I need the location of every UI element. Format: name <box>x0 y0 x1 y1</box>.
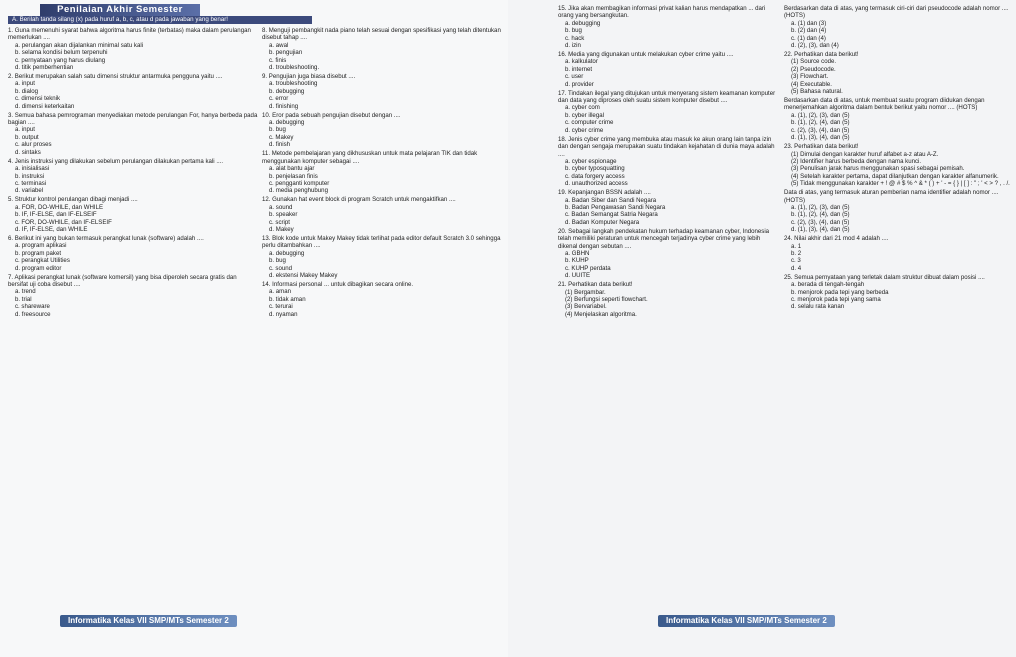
answer-option: (4) Setelah karakter pertama, dapat dilanjutkan dengan karakter alfanumerik. <box>791 172 999 180</box>
answer-option: (1) Dimulai dengan karakter huruf alfabet a-z atau A-Z. <box>791 150 939 158</box>
answer-option: c. sound <box>269 264 293 272</box>
answer-option: c. script <box>269 218 290 226</box>
answer-option: a. program aplikasi <box>15 242 67 250</box>
answer-option: b. bug <box>565 27 582 35</box>
answer-option: c. shareware <box>15 303 50 311</box>
question-text: 16. Media yang digunakan untuk melakukan cyber crime yaitu .... <box>558 51 734 59</box>
question-block <box>262 73 504 110</box>
question-block <box>8 196 258 233</box>
answer-option: d. titik pemberhentian <box>15 64 74 72</box>
answer-option: c. Makey <box>269 133 294 141</box>
answer-option: c. terurai <box>269 303 293 311</box>
answer-option: b. dialog <box>15 87 39 95</box>
answer-option: c. perangkat Utilities <box>15 257 70 265</box>
question-text: Berdasarkan data di atas, untuk membuat suatu program diidukan dengan menerjemahkan algoritma dalam bentuk berikut yaitu nomor .... (HOTS) <box>784 97 985 112</box>
question-text: 24. Nilai akhir dari 21 mod 4 adalah .... <box>784 235 889 243</box>
question-block <box>784 189 1010 233</box>
answer-option: (3) Penulisan jarak harus menggunakan spasi sebagai pemisah. <box>791 165 965 173</box>
answer-option: c. computer crime <box>565 119 614 127</box>
answer-option: c. alur proses <box>15 141 52 149</box>
question-block <box>784 235 1010 272</box>
answer-option: d. UUITE <box>565 272 591 280</box>
question-text: 23. Perhatikan data berikut! <box>784 143 859 151</box>
answer-option: a. (1) dan (3) <box>791 19 827 27</box>
answer-option: c. pengganti komputer <box>269 179 330 187</box>
question-block <box>8 73 258 110</box>
question-block <box>784 143 1010 187</box>
answer-option: b. (2) dan (4) <box>791 27 827 35</box>
question-block <box>8 112 258 156</box>
question-text: 25. Semua pernyataan yang terletak dalam struktur dibuat dalam posisi .... <box>784 273 985 281</box>
question-block <box>262 235 504 279</box>
answer-option: a. inisialisasi <box>15 165 50 173</box>
question-block <box>784 51 1010 95</box>
question-block <box>558 281 778 318</box>
answer-option: d. freesource <box>15 310 51 318</box>
question-block <box>262 196 504 233</box>
answer-option: b. internet <box>565 65 593 73</box>
answer-option: c. data forgery access <box>565 172 625 180</box>
answer-option: (3) Flowchart. <box>791 73 829 81</box>
question-block <box>784 5 1010 49</box>
answer-option: a. debugging <box>269 119 305 127</box>
question-text: Data di atas, yang termasuk aturan pemberian nama identifier adalah nomor .... (HOTS) <box>784 189 999 204</box>
answer-option: b. Badan Pengawasan Sandi Negara <box>565 203 666 211</box>
answer-option: d. izin <box>565 42 581 50</box>
answer-option: d. ekstensi Makey Makey <box>269 271 338 279</box>
question-block <box>558 51 778 88</box>
question-block <box>784 274 1010 311</box>
answer-option: b. KUHP <box>565 257 589 265</box>
question-text: 19. Kepanjangan BSSN adalah .... <box>558 189 651 197</box>
answer-option: a. GBHN <box>565 249 590 257</box>
question-text: 20. Sebagai langkah pendekatan hukum terhadap keamanan cyber, Indonesia telah memiliki peraturan untuk mencegah terjadinya cyber crime yang lebih dikenal dengan sebutan .... <box>558 227 770 250</box>
answer-option: (4) Menjelaskan algoritma. <box>565 310 637 318</box>
question-block <box>262 281 504 318</box>
answer-option: d. (2), (3), dan (4) <box>791 42 839 50</box>
question-text: 15. Jika akan membagikan informasi privat kalian harus mendapatkan ... dari orang yang bersangkutan. <box>558 5 766 20</box>
answer-option: b. (1), (2), (4), dan (5) <box>791 211 850 219</box>
question-block <box>262 112 504 149</box>
answer-option: b. speaker <box>269 211 298 219</box>
question-text: Berdasarkan data di atas, yang termasuk ciri-ciri dari pseudocode adalah nomor .... (HOTS) <box>784 5 1009 20</box>
answer-option: b. cyber illegal <box>565 111 604 119</box>
question-block <box>558 90 778 134</box>
answer-option: b. menjorok pada tepi yang berbeda <box>791 288 889 296</box>
question-block <box>558 5 778 49</box>
answer-option: b. output <box>15 133 39 141</box>
answer-option: c. finis <box>269 56 287 64</box>
answer-option: d. variabel <box>15 187 44 195</box>
answer-option: (3) Bervariabel. <box>565 303 607 311</box>
question-text: 13. Blok kode untuk Makey Makey tidak terlihat pada editor default Scratch 3.0 sehingga perlu ditambahkan .... <box>262 234 501 250</box>
answer-option: d. (1), (3), (4), dan (5) <box>791 226 850 234</box>
answer-option: a. input <box>15 126 35 134</box>
answer-option: a. perulangan akan dijalankan minimal satu kali <box>15 41 144 49</box>
question-text: 22. Perhatikan data berikut! <box>784 51 859 59</box>
question-text: 9. Pengujian juga biasa disebut .... <box>262 73 356 81</box>
answer-option: a. debugging <box>269 249 305 257</box>
answer-option: a. sound <box>269 203 293 211</box>
answer-option: (5) Tidak menggunakan karakter + ! @ # $ % ^ & * ( ) + ' - = { } | [ ] : " ; ' < > ? , . /. <box>791 180 1010 188</box>
answer-option: c. FOR, DO-WHILE, dan IF-ELSEIF <box>15 218 112 226</box>
question-column-1 <box>8 27 258 320</box>
answer-option: a. FOR, DO-WHILE, dan WHILE <box>15 203 104 211</box>
question-text: 8. Menguji pembangkit nada piano telah sesuai dengan spesifikasi yang telah ditentukan disebut tahap .... <box>262 27 501 42</box>
section-instruction: A. Berilah tanda silang (x) pada huruf a, b, c, atau d pada jawaban yang benar! <box>8 16 312 24</box>
answer-option: c. Badan Semangat Satria Negara <box>565 211 658 219</box>
question-block <box>784 97 1010 141</box>
answer-option: d. cyber crime <box>565 126 604 134</box>
question-text: 3. Semua bahasa pemrograman menyediakan metode perulangan For, hanya berbeda pada bagian .... <box>8 111 258 127</box>
answer-option: a. kalkulator <box>565 58 598 66</box>
answer-option: b. pengujian <box>269 49 303 57</box>
question-text: 7. Aplikasi perangkat lunak (software komersil) yang bisa diperoleh secara gratis dan bersifat uji coba disebut .... <box>8 273 237 288</box>
answer-option: d. nyaman <box>269 310 298 318</box>
answer-option: c. pernyataan yang harus diulang <box>15 56 106 64</box>
answer-option: c. (2), (3), (4), dan (5) <box>791 126 850 134</box>
question-text: 1. Guna memenuhi syarat bahwa algoritma harus finite (terbatas) maka dalam perulangan memerlukan .... <box>8 27 251 42</box>
answer-option: d. troubleshooting. <box>269 64 320 72</box>
answer-option: a. cyber espionage <box>565 157 617 165</box>
answer-option: b. selama kondisi belum terpenuhi <box>15 49 108 57</box>
question-block <box>8 235 258 272</box>
question-column-3 <box>558 5 778 320</box>
answer-option: (5) Bahasa natural. <box>791 88 843 96</box>
answer-option: d. finish <box>269 141 291 149</box>
footer-label-left: Informatika Kelas VII SMP/MTs Semester 2 <box>60 615 237 627</box>
answer-option: (1) Source code. <box>791 58 837 66</box>
page-title: Penilaian Akhir Semester <box>40 4 200 16</box>
answer-option: c. user <box>565 73 584 81</box>
answer-option: a. troubleshooting <box>269 80 318 88</box>
answer-option: d. sintaks <box>15 148 41 156</box>
answer-option: b. debugging <box>269 87 305 95</box>
question-block <box>8 274 258 318</box>
answer-option: d. dimensi keterkaitan <box>15 102 75 110</box>
answer-option: (4) Executable. <box>791 80 832 88</box>
question-text: 4. Jenis instruksi yang dilakukan sebelum perulangan dilakukan pertama kali .... <box>8 157 224 165</box>
answer-option: d. unauthorized access <box>565 180 628 188</box>
question-text: 11. Metode pembelajaran yang dikhususkan untuk mata pelajaran TIK dan tidak menggunakan komputer sebagai .... <box>262 150 478 165</box>
answer-option: (1) Bergambar. <box>565 288 606 296</box>
question-text: 14. Informasi personal ... untuk dibagikan secara online. <box>262 280 414 288</box>
answer-option: d. program editor <box>15 264 62 272</box>
answer-option: b. IF, IF-ELSE, dan IF-ELSEIF <box>15 211 97 219</box>
question-column-4 <box>784 5 1010 312</box>
question-block <box>8 27 258 71</box>
answer-option: b. instruksi <box>15 172 45 180</box>
question-text: 12. Gunakan hat event block di program Scratch untuk mengaktifkan .... <box>262 196 456 204</box>
answer-option: d. Makey <box>269 225 294 233</box>
question-text: 21. Perhatikan data berikut! <box>558 281 633 289</box>
answer-option: a. (1), (2), (3), dan (5) <box>791 203 850 211</box>
answer-option: a. (1), (2), (3), dan (5) <box>791 111 850 119</box>
answer-option: b. (1), (2), (4), dan (5) <box>791 119 850 127</box>
question-block <box>558 136 778 188</box>
answer-option: a. cyber com <box>565 104 600 112</box>
answer-option: c. dimensi teknik <box>15 95 61 103</box>
question-block <box>262 150 504 194</box>
answer-option: a. aman <box>269 288 292 296</box>
answer-option: b. tidak aman <box>269 295 306 303</box>
answer-option: a. debugging <box>565 19 601 27</box>
question-block <box>262 27 504 71</box>
right-page <box>508 0 1016 657</box>
question-text: 17. Tindakan ilegal yang ditujukan untuk menyerang sistem keamanan komputer dan data yang diproses oleh suatu sistem komputer disebut .... <box>558 89 776 105</box>
answer-option: d. selalu rata kanan <box>791 303 845 311</box>
answer-option: a. alat bantu ajar <box>269 165 315 173</box>
answer-option: d. (1), (3), (4), dan (5) <box>791 134 850 142</box>
answer-option: b. trial <box>15 295 32 303</box>
answer-option: b. 2 <box>791 249 802 257</box>
answer-option: c. (2), (3), (4), dan (5) <box>791 218 850 226</box>
question-text: 5. Struktur kontrol perulangan dibagi menjadi .... <box>8 196 138 204</box>
answer-option: a. awal <box>269 41 289 49</box>
answer-option: d. IF, IF-ELSE, dan WHILE <box>15 225 88 233</box>
answer-option: (2) Identifier harus berbeda dengan nama kunci. <box>791 157 922 165</box>
answer-option: b. penjelasan finis <box>269 172 318 180</box>
question-block <box>558 228 778 280</box>
answer-option: d. 4 <box>791 264 802 272</box>
question-text: 2. Berikut merupakan salah satu dimensi struktur antarmuka pengguna yaitu .... <box>8 73 223 81</box>
answer-option: d. media penghubung <box>269 187 328 195</box>
answer-option: d. provider <box>565 80 594 88</box>
answer-option: c. KUHP perdata <box>565 264 611 272</box>
answer-option: a. berada di tengah-tengah <box>791 281 865 289</box>
question-text: 18. Jenis cyber crime yang membuka atau masuk ke akun orang lain tanpa izin dan dengan sengaja merupakan suatu tindakan kejahatan di dunia maya adalah .... <box>558 135 775 158</box>
answer-option: a. Badan Siber dan Sandi Negara <box>565 196 657 204</box>
answer-option: b. cyber typosquatting <box>565 165 625 173</box>
answer-option: d. Badan Komputer Negara <box>565 218 640 226</box>
question-block <box>558 189 778 226</box>
answer-option: a. input <box>15 80 35 88</box>
answer-option: a. trend <box>15 288 36 296</box>
answer-option: d. finishing <box>269 102 299 110</box>
question-block <box>8 158 258 195</box>
footer-label-right: Informatika Kelas VII SMP/MTs Semester 2 <box>658 615 835 627</box>
answer-option: (2) Berfungsi seperti flowchart. <box>565 296 648 303</box>
question-text: 10. Eror pada sebuah pengujian disebut dengan .... <box>262 111 401 119</box>
answer-option: a. 1 <box>791 242 802 250</box>
question-column-2 <box>262 27 504 320</box>
answer-option: b. program paket <box>15 249 62 257</box>
answer-option: (2) Pseudocode. <box>791 65 836 73</box>
answer-option: c. menjorok pada tepi yang sama <box>791 296 881 303</box>
question-text: 6. Berikut ini yang bukan termasuk perangkat lunak (software) adalah .... <box>8 234 204 242</box>
answer-option: c. (1) dan (4) <box>791 34 826 42</box>
answer-option: b. bug <box>269 126 286 134</box>
answer-option: b. bug <box>269 257 286 265</box>
answer-option: c. hack <box>565 34 585 42</box>
answer-option: c. error <box>269 95 289 103</box>
answer-option: c. terminasi <box>15 179 47 187</box>
answer-option: c. 3 <box>791 257 801 265</box>
